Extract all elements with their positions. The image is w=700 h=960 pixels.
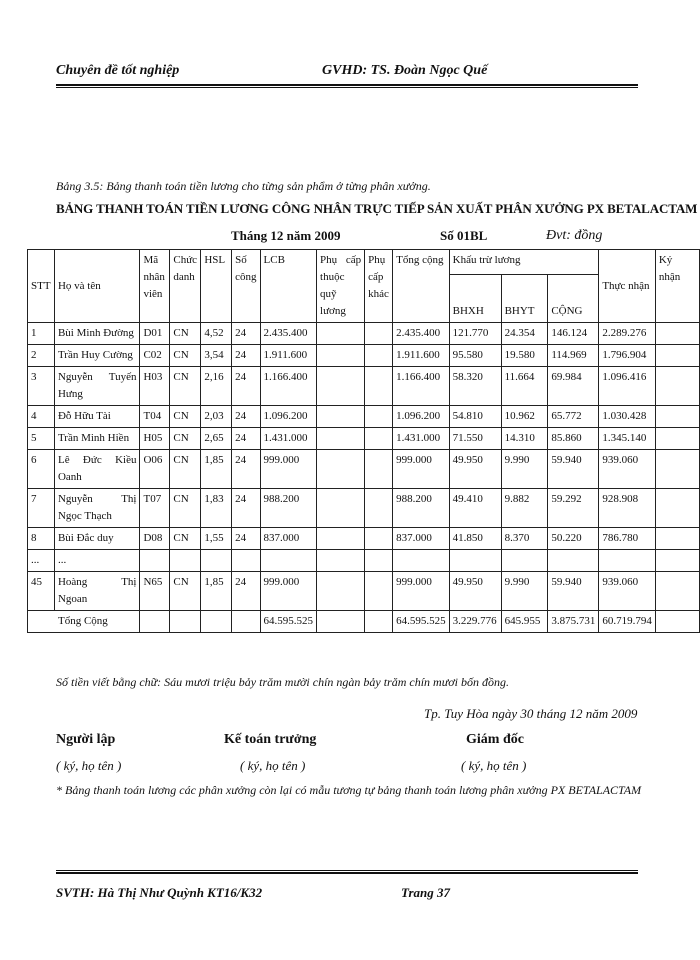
cell-bhyt: 11.664 [501,367,548,406]
cell-lcb: 1.096.200 [260,406,317,428]
payroll-table [27,249,700,633]
cell-allow-other [365,367,393,406]
cell-days: 24 [232,367,260,406]
cell-bhxh: 49.950 [449,450,501,489]
cell-sum [548,550,599,572]
cell-bhxh: 71.550 [449,428,501,450]
cell-code [140,550,170,572]
cell-stt: 3 [28,367,55,406]
cell-bhxh: 95.580 [449,345,501,367]
cell-allow-fund [317,345,365,367]
cell-stt: 7 [28,489,55,528]
cell-bhxh: 49.410 [449,489,501,528]
cell-lcb: 837.000 [260,528,317,550]
cell-total: 1.166.400 [393,367,450,406]
cell-allow-fund [317,489,365,528]
cell-bhyt: 19.580 [501,345,548,367]
cell-name: ... [54,550,140,572]
cell-name: Trần Huy Cường [54,345,140,367]
cell-hsl: 1,55 [201,528,232,550]
cell-bhyt [501,550,548,572]
cell-hsl: 3,54 [201,345,232,367]
cell-sum: 146.124 [548,323,599,345]
cell-title: CN [170,528,201,550]
header-name: Họ và tên [54,250,140,323]
cell-total: 999.000 [393,450,450,489]
cell-hsl: 2,16 [201,367,232,406]
cell-total: 999.000 [393,572,450,611]
cell-allow-fund [317,450,365,489]
header-code: Mã nhân viên [140,250,170,323]
cell-title: CN [170,406,201,428]
header-deductions: Khấu trừ lương [449,250,599,275]
cell-total: 1.096.200 [393,406,450,428]
cell-lcb: 988.200 [260,489,317,528]
cell-title: CN [170,323,201,345]
cell-days: 24 [232,450,260,489]
cell-title: CN [170,428,201,450]
signature-note-chief-accountant: ( ký, họ tên ) [240,758,306,773]
cell-name: Đỗ Hữu Tài [54,406,140,428]
header-bhxh: BHXH [449,274,501,322]
cell-stt: 8 [28,528,55,550]
signature-role-preparer: Người lập [56,732,116,747]
cell-allow-fund [317,406,365,428]
table-header-row [28,250,700,275]
cell-total-sign [655,611,699,633]
header-stt: STT [28,250,55,323]
cell-code: T04 [140,406,170,428]
page-number: Trang 37 [401,885,450,900]
cell-stt: 5 [28,428,55,450]
amount-in-words: Số tiền viết bằng chữ: Sáu mươi triệu bảy trăm mười chín ngàn bảy trăm chín mươi bốn đồng. [56,675,510,689]
cell-sign [655,428,699,450]
cell-allow-fund [317,323,365,345]
header-title: Chức danh [170,250,201,323]
cell-hsl: 1,85 [201,572,232,611]
cell-hsl: 1,85 [201,450,232,489]
cell-allow-other [365,323,393,345]
cell-net: 2.289.276 [599,323,656,345]
cell-allow-other [365,572,393,611]
cell-days: 24 [232,489,260,528]
cell-lcb: 1.911.600 [260,345,317,367]
signature-role-chief-accountant: Kế toán trưởng [224,732,317,747]
cell-net: 1.030.428 [599,406,656,428]
cell-name: Trần Minh Hiền [54,428,140,450]
signature-role-director: Giám đốc [466,732,524,747]
cell-hsl: 1,83 [201,489,232,528]
cell-days: 24 [232,345,260,367]
cell-sum: 85.860 [548,428,599,450]
cell-stt: 1 [28,323,55,345]
cell-total-net: 60.719.794 [599,611,656,633]
cell-code: O06 [140,450,170,489]
cell-hsl [201,550,232,572]
cell-sum: 50.220 [548,528,599,550]
table-row [28,489,700,528]
cell-total: 1.911.600 [393,345,450,367]
cell-sign [655,528,699,550]
cell-code: C02 [140,345,170,367]
table-row [28,323,700,345]
cell-lcb: 999.000 [260,450,317,489]
cell-stt: 45 [28,572,55,611]
cell-total-total: 64.595.525 [393,611,450,633]
cell-code: H05 [140,428,170,450]
cell-total-code [140,611,170,633]
cell-code: N65 [140,572,170,611]
cell-allow-other [365,345,393,367]
header-bhyt: BHYT [501,274,548,322]
cell-sign [655,450,699,489]
cell-lcb: 1.431.000 [260,428,317,450]
cell-days [232,550,260,572]
table-total-row [28,611,700,633]
cell-sign [655,323,699,345]
cell-sum: 65.772 [548,406,599,428]
cell-name: Bùi Đắc duy [54,528,140,550]
cell-total: 837.000 [393,528,450,550]
table-row [28,528,700,550]
cell-net: 928.908 [599,489,656,528]
cell-days: 24 [232,572,260,611]
cell-title: CN [170,345,201,367]
cell-title: CN [170,367,201,406]
cell-title: CN [170,572,201,611]
cell-net: 1.345.140 [599,428,656,450]
cell-code: T07 [140,489,170,528]
signature-note-director: ( ký, họ tên ) [461,758,527,773]
cell-total-lcb: 64.595.525 [260,611,317,633]
header-right: GVHD: TS. Đoàn Ngọc Quế [322,63,488,78]
cell-allow-other [365,450,393,489]
cell-net: 1.796.904 [599,345,656,367]
cell-stt: 4 [28,406,55,428]
table-row [28,450,700,489]
place-date: Tp. Tuy Hòa ngày 30 tháng 12 năm 2009 [424,706,638,721]
header-rule [56,84,638,88]
cell-sum: 59.940 [548,572,599,611]
cell-lcb: 999.000 [260,572,317,611]
cell-sign [655,489,699,528]
cell-allow-other [365,528,393,550]
cell-stt: 2 [28,345,55,367]
cell-sum: 69.984 [548,367,599,406]
table-row [28,345,700,367]
cell-total-sum: 3.875.731 [548,611,599,633]
document-number: Số 01BL [440,228,488,243]
cell-total-allow-fund [317,611,365,633]
cell-net: 939.060 [599,572,656,611]
cell-allow-other [365,406,393,428]
footnote: * Bảng thanh toán lương các phân xưởng còn lại có mẫu tương tự bảng thanh toán lương phân xưởng PX BETALACTAM [56,783,642,797]
cell-sum: 59.292 [548,489,599,528]
cell-total-allow-other [365,611,393,633]
table-row [28,572,700,611]
period-label: Tháng 12 năm 2009 [231,228,341,243]
cell-bhyt: 24.354 [501,323,548,345]
cell-sign [655,406,699,428]
cell-hsl: 2,03 [201,406,232,428]
header-lcb: LCB [260,250,317,323]
cell-bhxh: 121.770 [449,323,501,345]
cell-days: 24 [232,428,260,450]
cell-hsl: 4,52 [201,323,232,345]
cell-sign [655,550,699,572]
cell-total-hsl [201,611,232,633]
cell-total: 1.431.000 [393,428,450,450]
cell-bhxh: 49.950 [449,572,501,611]
cell-lcb: 1.166.400 [260,367,317,406]
cell-days: 24 [232,323,260,345]
cell-net: 1.096.416 [599,367,656,406]
cell-title: CN [170,489,201,528]
cell-bhyt: 9.990 [501,572,548,611]
cell-net: 786.780 [599,528,656,550]
header-sum: CỘNG [548,274,599,322]
cell-bhyt: 10.962 [501,406,548,428]
cell-stt: 6 [28,450,55,489]
cell-stt: ... [28,550,55,572]
table-row [28,406,700,428]
cell-sign [655,367,699,406]
cell-total: 2.435.400 [393,323,450,345]
cell-bhyt: 8.370 [501,528,548,550]
header-net: Thực nhận [599,250,656,323]
cell-total-bhyt: 645.955 [501,611,548,633]
cell-total-label: Tổng Cộng [28,611,140,633]
cell-name: Hoàng Thị Ngoan [54,572,140,611]
cell-allow-other [365,550,393,572]
cell-total-days [232,611,260,633]
cell-bhxh: 58.320 [449,367,501,406]
cell-code: D08 [140,528,170,550]
cell-allow-other [365,489,393,528]
cell-name: Nguyễn Thị Ngọc Thạch [54,489,140,528]
footer-rule [56,870,638,874]
cell-lcb: 2.435.400 [260,323,317,345]
cell-allow-other [365,428,393,450]
cell-title: CN [170,450,201,489]
header-days: Số công [232,250,260,323]
cell-sign [655,345,699,367]
cell-sum: 114.969 [548,345,599,367]
cell-allow-fund [317,428,365,450]
cell-allow-fund [317,528,365,550]
table-row [28,550,700,572]
cell-sum: 59.940 [548,450,599,489]
cell-net: 939.060 [599,450,656,489]
cell-lcb [260,550,317,572]
cell-total-title [170,611,201,633]
footer-left: SVTH: Hà Thị Như Quỳnh KT16/K32 [56,885,263,900]
table-row [28,367,700,406]
table-caption: Bảng 3.5: Bảng thanh toán tiền lương cho từng sản phẩm ở từng phân xưởng. [56,179,431,193]
cell-name: Lê Đức Kiều Oanh [54,450,140,489]
cell-title [170,550,201,572]
cell-bhxh: 54.810 [449,406,501,428]
table-title: BẢNG THANH TOÁN TIỀN LƯƠNG CÔNG NHÂN TRỰC TIẾP SẢN XUẤT PHÂN XƯỞNG PX BETALACTAM [56,201,698,216]
cell-hsl: 2,65 [201,428,232,450]
cell-bhyt: 9.990 [501,450,548,489]
cell-name: Bùi Minh Đường [54,323,140,345]
header-sign: Ký nhận [655,250,699,323]
cell-days: 24 [232,406,260,428]
header-total: Tổng cộng [393,250,450,323]
header-left: Chuyên đề tốt nghiệp [56,63,180,78]
cell-bhyt: 9.882 [501,489,548,528]
cell-net [599,550,656,572]
cell-name: Nguyễn Tuyến Hưng [54,367,140,406]
cell-code: D01 [140,323,170,345]
signature-note-preparer: ( ký, họ tên ) [56,758,122,773]
header-hsl: HSL [201,250,232,323]
cell-allow-fund [317,572,365,611]
cell-total-bhxh: 3.229.776 [449,611,501,633]
header-allowance-other: Phụ cấp khác [365,250,393,323]
cell-code: H03 [140,367,170,406]
header-allowance-fund: Phụ cấp thuộc quỹ lương [317,250,365,323]
table-row [28,428,700,450]
cell-allow-fund [317,550,365,572]
cell-bhxh [449,550,501,572]
cell-total: 988.200 [393,489,450,528]
cell-bhxh: 41.850 [449,528,501,550]
cell-allow-fund [317,367,365,406]
cell-days: 24 [232,528,260,550]
cell-sign [655,572,699,611]
cell-total [393,550,450,572]
cell-bhyt: 14.310 [501,428,548,450]
unit-label: Đvt: đồng [546,228,603,243]
